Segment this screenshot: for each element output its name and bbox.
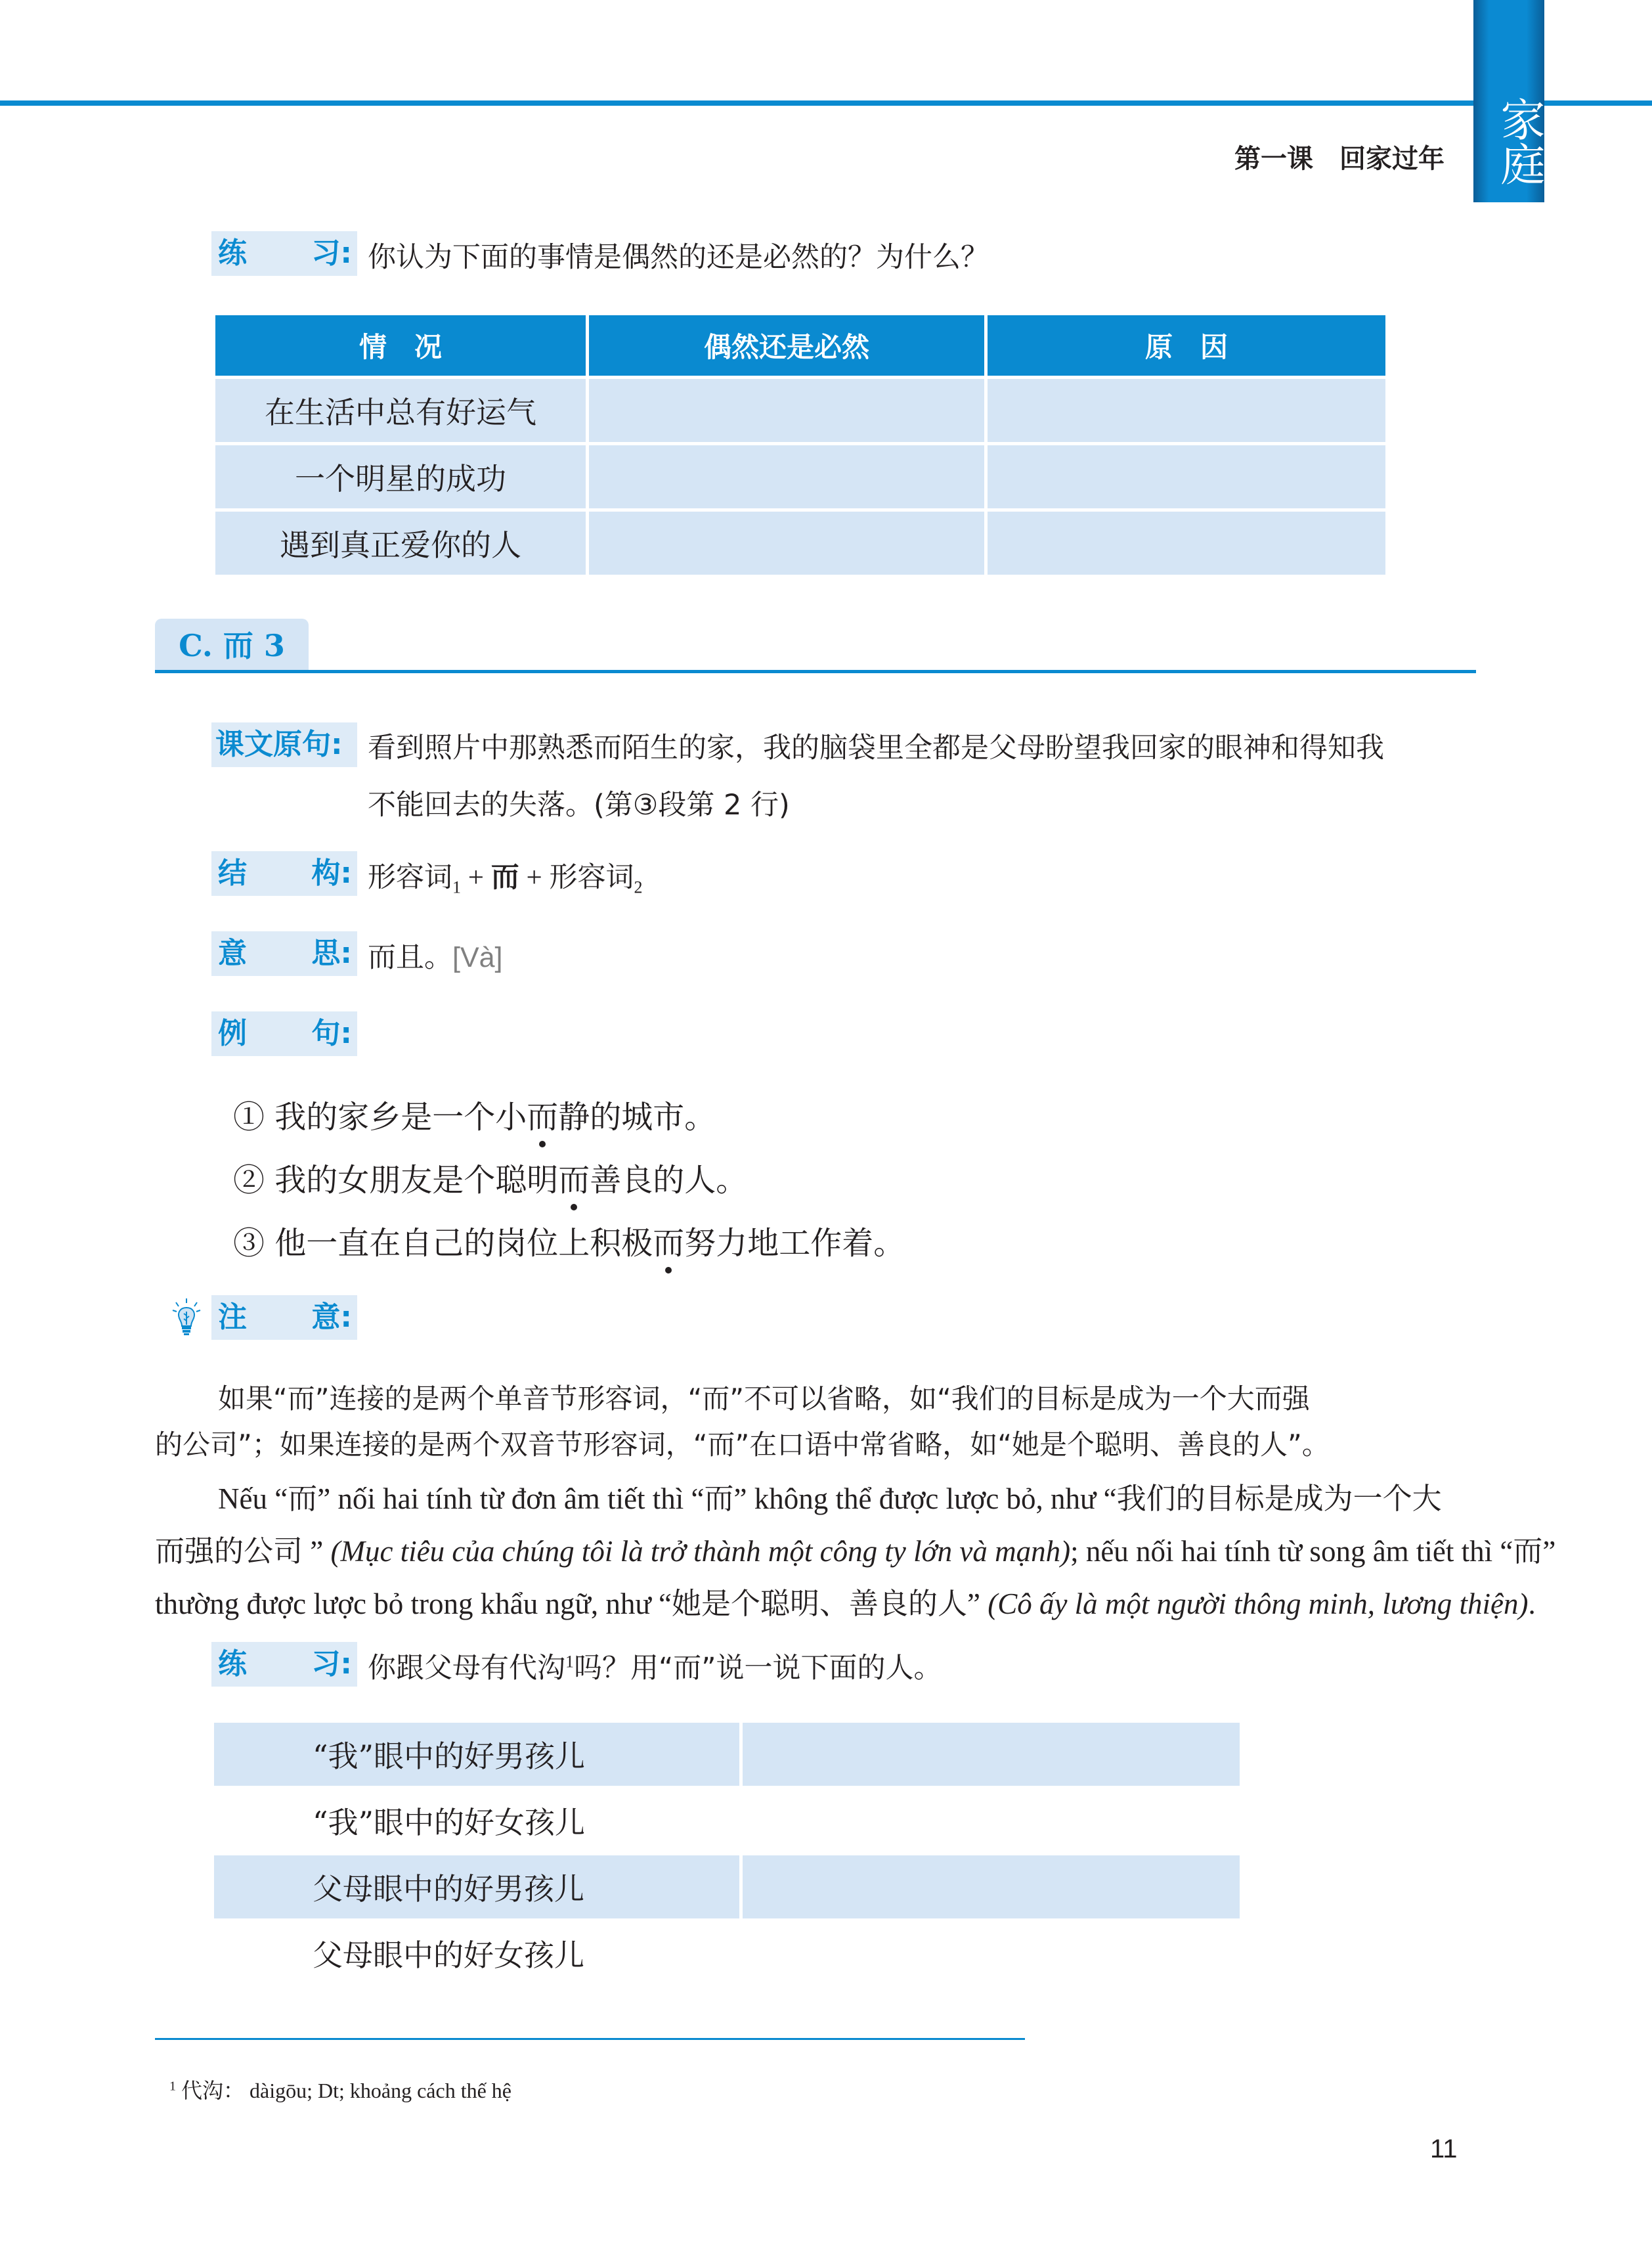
lesson-title: 第一课 回家过年 — [1234, 144, 1445, 174]
original-sentence-label — [211, 722, 357, 767]
vi-text: 而强的公司 ” — [155, 1535, 331, 1568]
label-char: 构: — [311, 856, 352, 890]
meaning-text — [368, 935, 503, 975]
column-header: 偶然还是必然 — [589, 315, 984, 376]
footnote-marker[interactable]: 1 — [565, 1652, 574, 1671]
exercise-label — [211, 231, 357, 276]
keyword: 而 — [490, 861, 519, 894]
example-text: 善良的人。 — [590, 1162, 748, 1199]
original-sentence-line1: 看到照片中那熟悉而陌生的家，我的脑袋里全都是父母盼望我回家的眼神和得知我 — [368, 732, 1384, 764]
note-vi-line3 — [155, 1580, 1536, 1622]
vi-text: . — [1528, 1587, 1536, 1620]
meaning-zh: 而且。 — [368, 941, 452, 974]
subscript: 2 — [634, 877, 643, 897]
vi-text: thường được lược bỏ trong khẩu ngữ, như “她是个聪明、善良的人” — [155, 1587, 988, 1620]
table-row — [215, 445, 1385, 508]
plus-sign: + — [519, 862, 550, 893]
note-zh-line1: 如果“而”连接的是两个单音节形容词，“而”不可以省略，如“我们的目标是成为一个大而强 — [218, 1383, 1310, 1415]
original-sentence-line2: 不能回去的失落。(第③段第 2 行) — [368, 789, 790, 822]
label-char: 练 — [218, 236, 247, 270]
formula-part: 形容词 — [549, 861, 634, 894]
note-vi-line1: Nếu “而” nối hai tính từ đơn âm tiết thì “而” không thể được lược bỏ, như “我们的目标是成为一个大 — [218, 1482, 1442, 1515]
plus-sign: + — [461, 862, 491, 893]
emphasized-keyword: 而 — [558, 1162, 590, 1199]
vi-translation: (Mục tiêu của chúng tôi là trở thành một công ty lớn và mạnh) — [330, 1535, 1071, 1568]
table-row — [215, 512, 1385, 575]
example-sentence — [233, 1155, 747, 1200]
section-heading: C. 而 3 — [155, 619, 309, 671]
situation-cell: 一个明星的成功 — [215, 445, 586, 508]
header-rule — [0, 100, 1652, 106]
exercise1-prompt: 你认为下面的事情是偶然的还是必然的？为什么？ — [368, 241, 989, 274]
emphasized-keyword: 而 — [527, 1099, 559, 1136]
prompt-text: 吗？用“而”说一说下面的人。 — [574, 1652, 942, 1685]
exercise-label — [211, 1642, 357, 1687]
answer-cell[interactable] — [743, 1723, 1240, 1786]
answer-cell[interactable] — [743, 1922, 1240, 1985]
lightbulb-icon — [172, 1297, 201, 1337]
structure-formula — [368, 855, 643, 898]
label-char: 结 — [218, 856, 247, 890]
structure-label — [211, 851, 357, 896]
person-cell: 父母眼中的好男孩儿 — [214, 1855, 739, 1918]
chapter-tab-label: 家庭 — [1493, 97, 1545, 186]
vi-translation: (Cô ấy là một người thông minh, lương thiện) — [988, 1587, 1529, 1620]
reason-cell[interactable] — [988, 379, 1385, 442]
answer-cell[interactable] — [589, 512, 984, 575]
meaning-label — [211, 931, 357, 976]
label-char: 思: — [311, 937, 352, 970]
table-row — [214, 1723, 1240, 1786]
label-char: 意: — [311, 1300, 352, 1334]
subscript: 1 — [452, 877, 461, 897]
reason-cell[interactable] — [988, 512, 1385, 575]
label-char: 注 — [218, 1300, 247, 1334]
examples-label — [211, 1011, 357, 1056]
label-char: 句: — [311, 1017, 352, 1050]
example-sentence — [233, 1092, 716, 1137]
exercise2-table — [211, 1719, 1243, 1988]
situation-cell: 在生活中总有好运气 — [215, 379, 586, 442]
answer-cell[interactable] — [589, 379, 984, 442]
page-number: 11 — [1430, 2135, 1458, 2163]
note-zh-line2: 的公司”；如果连接的是两个双音节形容词，“而”在口语中常省略，如“她是个聪明、善良的人”。 — [155, 1428, 1330, 1461]
label-char: 意 — [218, 937, 247, 970]
footnote-definition: dàigōu; Dt; khoảng cách thế hệ — [250, 2079, 511, 2102]
example-text: ③ 他一直在自己的岗位上积极 — [233, 1225, 653, 1262]
column-header: 情 况 — [215, 315, 586, 376]
note-label — [211, 1295, 357, 1340]
answer-cell[interactable] — [743, 1789, 1240, 1852]
example-text: ① 我的家乡是一个小 — [233, 1099, 527, 1136]
exercise1-table — [212, 312, 1389, 578]
example-text: ② 我的女朋友是个聪明 — [233, 1162, 559, 1199]
vi-text: ; nếu nối hai tính từ song âm tiết thì “而” — [1070, 1535, 1556, 1568]
meaning-translation: [Và] — [452, 942, 503, 973]
table-row — [215, 379, 1385, 442]
section-rule — [155, 670, 1476, 673]
table-row — [214, 1922, 1240, 1985]
formula-part: 形容词 — [368, 861, 452, 894]
person-cell: 父母眼中的好女孩儿 — [313, 1937, 584, 1973]
note-vi-line2 — [155, 1527, 1555, 1570]
prompt-text: 你跟父母有代沟 — [368, 1652, 565, 1685]
example-text: 静的城市。 — [558, 1099, 716, 1136]
answer-cell[interactable] — [743, 1855, 1240, 1918]
label-char: 练 — [218, 1647, 247, 1681]
footnote-rule — [155, 2038, 1025, 2040]
label-char: 习: — [311, 236, 352, 270]
exercise2-prompt — [368, 1646, 942, 1686]
table-row — [214, 1789, 1240, 1852]
example-sentence — [233, 1218, 905, 1263]
example-text: 努力地工作着。 — [684, 1225, 905, 1262]
label-char: 例 — [218, 1017, 247, 1050]
table-row — [214, 1855, 1240, 1918]
chapter-tab — [1473, 0, 1544, 202]
footnote-marker: 1 — [169, 2079, 176, 2094]
person-cell: “我”眼中的好女孩儿 — [313, 1805, 586, 1840]
answer-cell[interactable] — [589, 445, 984, 508]
label-char: 习: — [311, 1647, 352, 1681]
reason-cell[interactable] — [988, 445, 1385, 508]
footnote — [169, 2074, 511, 2104]
column-header: 原 因 — [988, 315, 1385, 376]
label-text: 课文原句: — [215, 728, 343, 761]
person-cell: “我”眼中的好男孩儿 — [214, 1723, 739, 1786]
situation-cell: 遇到真正爱你的人 — [215, 512, 586, 575]
footnote-term: 代沟： — [181, 2079, 245, 2102]
emphasized-keyword: 而 — [653, 1225, 685, 1262]
